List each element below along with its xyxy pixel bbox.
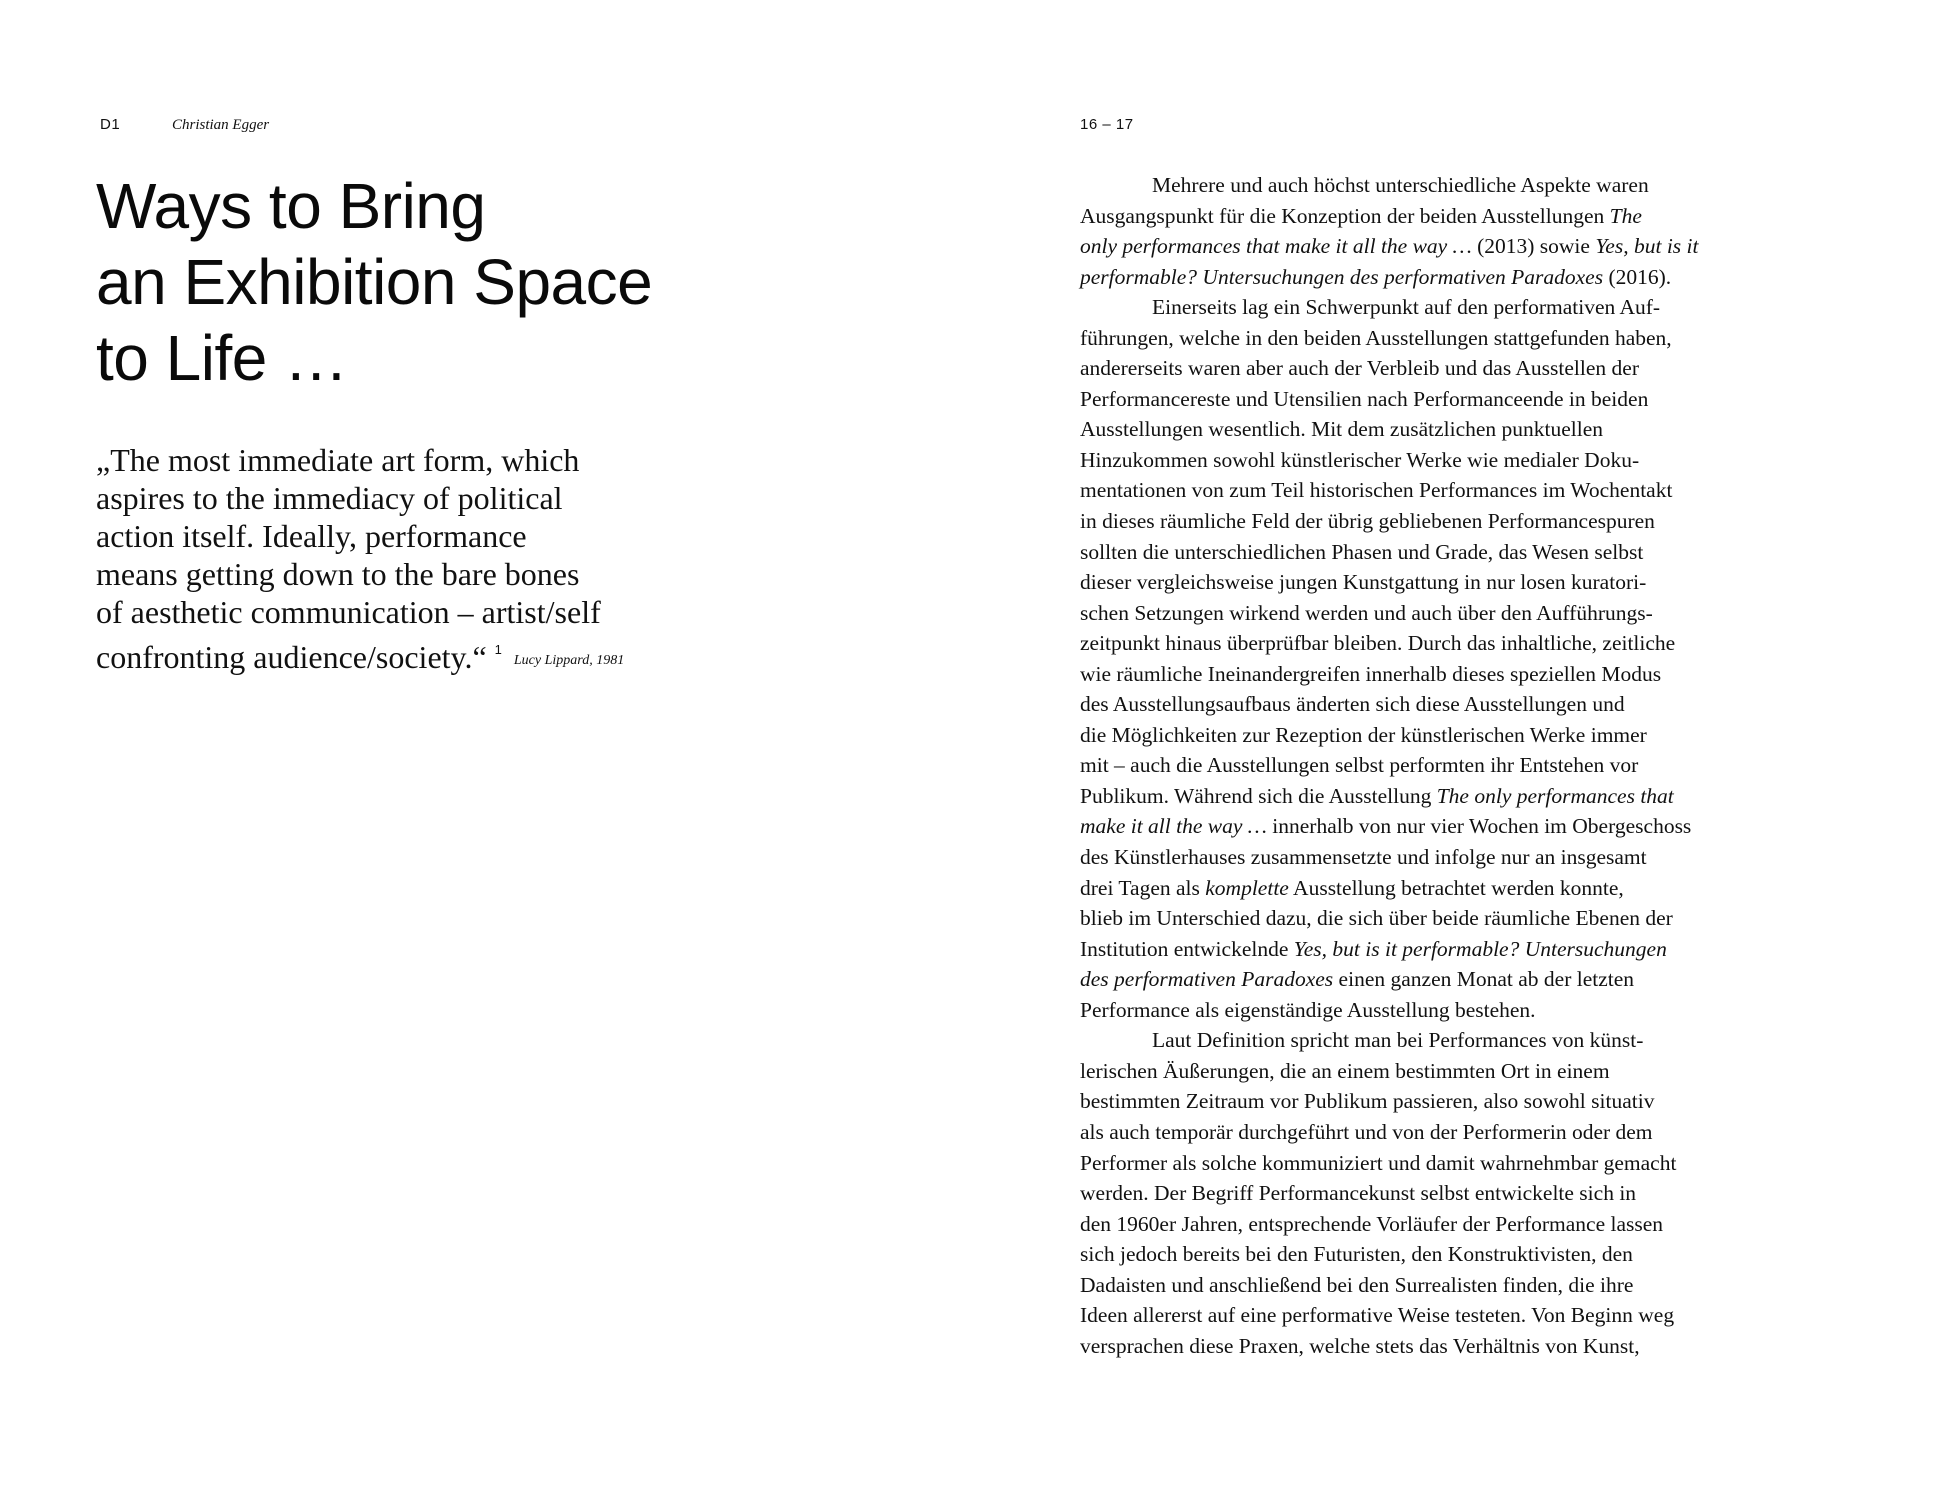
body-line: wie räumliche Ineinandergreifen innerhalb dieses speziellen Modus <box>1080 661 1662 686</box>
body-line: Performance als eigenständige Ausstellung bestehen. <box>1080 997 1536 1022</box>
body-line: die Möglichkeiten zur Rezeption der künstlerischen Werke immer <box>1080 722 1647 747</box>
body-line: schen Setzungen wirkend werden und auch über den Aufführungs- <box>1080 600 1653 625</box>
body-line: Laut Definition spricht man bei Performances von künst- <box>1152 1028 1644 1053</box>
body-line: zeitpunkt hinaus überprüfbar bleiben. Durch das inhaltliche, zeitliche <box>1080 631 1676 656</box>
body-line: bestimmten Zeitraum vor Publikum passieren, also sowohl situativ <box>1080 1089 1655 1114</box>
body-line: dieser vergleichsweise jungen Kunstgattung in nur losen kuratori- <box>1080 570 1647 595</box>
body-line: Ideen allererst auf eine performative Weise testeten. Von Beginn weg <box>1080 1303 1675 1328</box>
body-line: drei Tagen als komplette Ausstellung betrachtet werden konnte, <box>1080 875 1624 900</box>
body-line: sich jedoch bereits bei den Futuristen, den Konstruktivisten, den <box>1080 1242 1633 1267</box>
body-line: den 1960er Jahren, entsprechende Vorläufer der Performance lassen <box>1080 1211 1664 1236</box>
body-line: Ausgangspunkt für die Konzeption der beiden Ausstellungen The <box>1080 203 1642 228</box>
body-line: als auch temporär durchgeführt und von der Performerin oder dem <box>1080 1119 1653 1144</box>
body-line: versprachen diese Praxen, welche stets das Verhältnis von Kunst, <box>1080 1333 1640 1358</box>
body-line: Einerseits lag ein Schwerpunkt auf den performativen Auf- <box>1152 295 1661 320</box>
body-line: des Künstlerhauses zusammensetzte und infolge nur an insgesamt <box>1080 845 1647 870</box>
body-line: Dadaisten und anschließend bei den Surrealisten finden, die ihre <box>1080 1272 1634 1297</box>
body-line: führungen, welche in den beiden Ausstellungen stattgefunden haben, <box>1080 325 1672 350</box>
body-line: Institution entwickelnde Yes, but is it performable? Untersuchungen <box>1080 936 1667 961</box>
footnote-reference: 1 <box>494 642 502 657</box>
body-line: blieb im Unterschied dazu, die sich über beide räumliche Ebenen der <box>1080 906 1673 931</box>
body-line: performable? Untersuchungen des performativen Paradoxes (2016). <box>1080 264 1672 289</box>
quote-line: action itself. Ideally, performance <box>96 518 527 554</box>
body-line: andererseits waren aber auch der Verbleib und das Ausstellen der <box>1080 356 1639 381</box>
italic-work-title: performable? Untersuchungen des performativen Paradoxes <box>1080 264 1604 289</box>
body-line: only performances that make it all the way … (2013) sowie Yes, but is it <box>1080 234 1699 259</box>
title-line: an Exhibition Space <box>96 246 653 318</box>
italic-work-title: The <box>1609 203 1642 228</box>
body-line: Publikum. Während sich die Ausstellung The only performances that <box>1080 783 1674 808</box>
body-line: make it all the way … innerhalb von nur vier Wochen im Obergeschoss <box>1080 814 1692 839</box>
quote-line: means getting down to the bare bones <box>96 556 580 592</box>
left-page <box>0 0 970 1500</box>
quote-source: Lucy Lippard, 1981 <box>513 653 625 668</box>
quote-line: confronting audience/society.“ <box>96 639 487 675</box>
body-line: lerischen Äußerungen, die an einem bestimmten Ort in einem <box>1080 1058 1610 1083</box>
chapter-title <box>96 168 652 396</box>
italic-emphasis: komplette <box>1205 875 1289 900</box>
title-line: Ways to Bring <box>96 170 486 242</box>
body-text <box>1080 170 1780 1361</box>
body-line: Hinzukommen sowohl künstlerischer Werke wie medialer Doku- <box>1080 447 1640 472</box>
body-line: Mehrere und auch höchst unterschiedliche Aspekte waren <box>1152 173 1649 197</box>
italic-work-title: des performativen Paradoxes <box>1080 967 1334 992</box>
section-code: D1 <box>100 116 121 133</box>
title-line: to Life … <box>96 322 348 394</box>
body-line: mit – auch die Ausstellungen selbst performten ihr Entstehen vor <box>1080 753 1639 778</box>
body-line: des performativen Paradoxes einen ganzen Monat ab der letzten <box>1080 967 1635 992</box>
epigraph-quote <box>96 441 856 680</box>
body-line: mentationen von zum Teil historischen Performances im Wochentakt <box>1080 478 1673 503</box>
italic-work-title: The only performances that <box>1436 783 1674 808</box>
body-line: Performer als solche kommuniziert und damit wahrnehmbar gemacht <box>1080 1150 1677 1175</box>
author-name: Christian Egger <box>172 117 270 133</box>
quote-last-line <box>96 631 856 680</box>
body-line: sollten die unterschiedlichen Phasen und Grade, das Wesen selbst <box>1080 539 1644 564</box>
italic-work-title: Yes, but is it <box>1595 234 1699 259</box>
right-page <box>970 0 1941 1500</box>
quote-line: aspires to the immediacy of political <box>96 480 563 516</box>
italic-work-title: Yes, but is it performable? Untersuchungen <box>1293 936 1667 961</box>
body-line: des Ausstellungsaufbaus änderten sich diese Ausstellungen und <box>1080 692 1625 717</box>
italic-work-title: make it all the way … <box>1080 814 1267 839</box>
page-numbers: 16 – 17 <box>1080 116 1134 133</box>
body-line: Ausstellungen wesentlich. Mit dem zusätzlichen punktuellen <box>1080 417 1604 442</box>
quote-line: of aesthetic communication – artist/self <box>96 594 601 630</box>
quote-line: „The most immediate art form, which <box>96 442 580 478</box>
body-line: Performancereste und Utensilien nach Performanceende in beiden <box>1080 386 1649 411</box>
italic-work-title: only performances that make it all the way … <box>1080 234 1472 259</box>
body-line: werden. Der Begriff Performancekunst selbst entwickelte sich in <box>1080 1181 1637 1206</box>
body-line: in dieses räumliche Feld der übrig gebliebenen Performancespuren <box>1080 509 1655 534</box>
